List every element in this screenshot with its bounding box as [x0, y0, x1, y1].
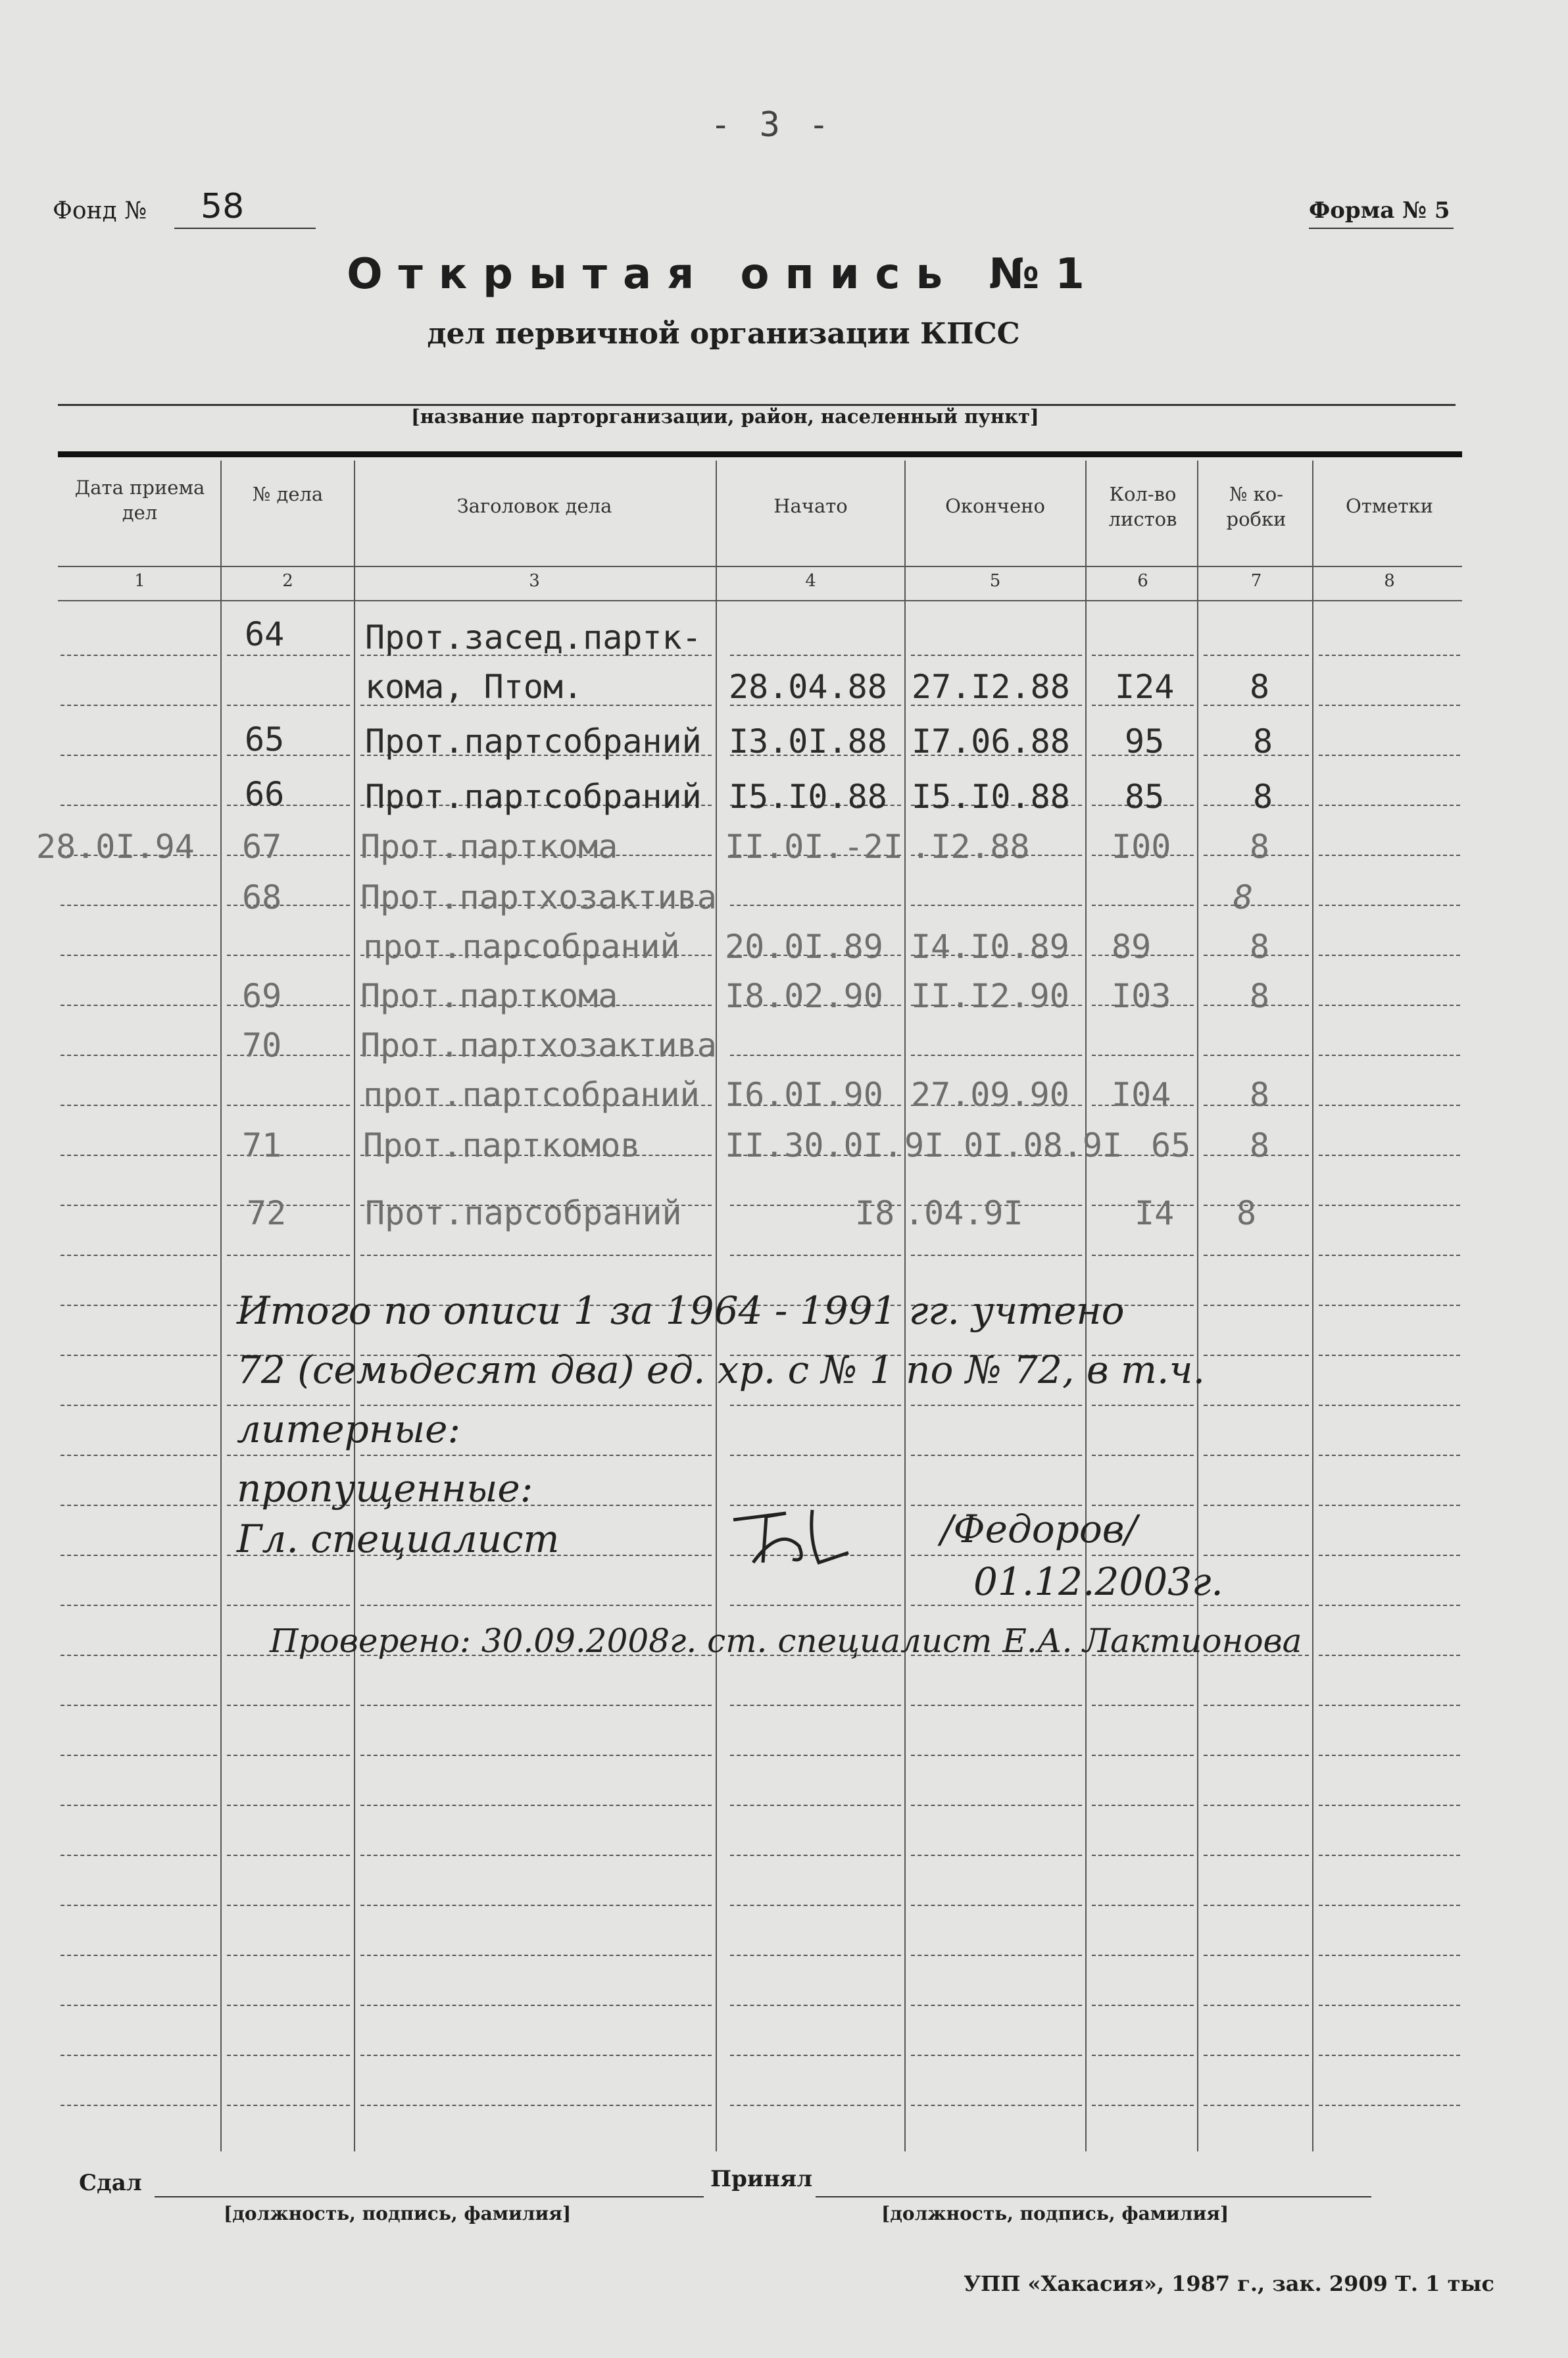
- row-guide: [360, 1955, 712, 1956]
- row-guide: [227, 1855, 350, 1856]
- row-guide: [911, 655, 1082, 656]
- column-divider: [1197, 461, 1198, 2151]
- handwritten-total-line2: 72 (семьдесят два) ед. хр. с № 1 по № 72, в т.ч.: [237, 1347, 1206, 1392]
- row-guide: [227, 2055, 350, 2056]
- fond-number: 58: [201, 187, 245, 226]
- row-guide: [1319, 1855, 1460, 1856]
- row-guide: [730, 1055, 901, 1056]
- row-guide: [911, 1605, 1082, 1606]
- row-guide: [61, 1355, 217, 1356]
- row-guide: [1092, 1455, 1194, 1456]
- row-guide: [1092, 1805, 1194, 1806]
- row-guide: [911, 1055, 1082, 1056]
- row-guide: [61, 1205, 217, 1206]
- row-guide: [1319, 1055, 1460, 1056]
- fond-label: Фонд №: [53, 197, 147, 224]
- row-guide: [1319, 1105, 1460, 1106]
- case-title: Прот.парсобраний: [365, 1194, 682, 1232]
- row-guide: [227, 2005, 350, 2006]
- row-guide: [61, 1455, 217, 1456]
- case-number: 69: [242, 977, 282, 1015]
- row-guide: [1204, 905, 1309, 906]
- row-guide: [1319, 1005, 1460, 1006]
- row-guide: [227, 705, 350, 706]
- row-guide: [1319, 1705, 1460, 1706]
- row-guide: [227, 1405, 350, 1406]
- row-guide: [1319, 2055, 1460, 2056]
- col-number: 6: [1137, 571, 1148, 591]
- column-divider: [1312, 461, 1313, 2151]
- row-guide: [360, 1455, 712, 1456]
- row-guide: [61, 705, 217, 706]
- row-guide: [730, 1605, 901, 1606]
- row-guide: [911, 905, 1082, 906]
- row-guide: [1319, 1805, 1460, 1806]
- col-number: 2: [282, 571, 293, 591]
- handed-over-label: Сдал: [79, 2170, 142, 2196]
- row-guide: [1092, 1255, 1194, 1256]
- signature-date: 01.12.2003г.: [973, 1559, 1223, 1604]
- row-guide: [1319, 2105, 1460, 2106]
- row-guide: [61, 1505, 217, 1506]
- row-guide: [911, 1755, 1082, 1756]
- row-guide: [730, 1705, 901, 1706]
- case-box: 8: [1250, 1076, 1270, 1114]
- row-guide: [1319, 855, 1460, 856]
- case-end: 27.09.90: [911, 1076, 1069, 1114]
- row-guide: [730, 1255, 901, 1256]
- row-guide: [1204, 1255, 1309, 1256]
- row-guide: [911, 1805, 1082, 1806]
- row-guide: [61, 2105, 217, 2106]
- row-guide: [911, 1705, 1082, 1706]
- col-number: 1: [134, 571, 145, 591]
- row-guide: [1092, 2005, 1194, 2006]
- document-title: Открытая опись №1: [347, 250, 1100, 299]
- forma-label: Форма № 5: [1309, 197, 1450, 224]
- row-guide: [227, 1905, 350, 1906]
- row-guide: [1319, 1405, 1460, 1406]
- row-guide: [360, 1605, 712, 1606]
- case-end: I4.I0.89: [911, 928, 1069, 966]
- column-divider: [220, 461, 222, 2151]
- case-title: Прот.партсобраний: [365, 722, 702, 761]
- case-sheets: 89: [1112, 928, 1152, 966]
- row-guide: [911, 1855, 1082, 1856]
- case-box: 8: [1253, 722, 1273, 761]
- row-guide: [61, 1155, 217, 1156]
- row-guide: [1319, 1355, 1460, 1356]
- case-number: 64: [245, 615, 285, 653]
- row-guide: [227, 1105, 350, 1106]
- row-guide: [1092, 1905, 1194, 1906]
- row-guide: [730, 905, 901, 906]
- row-guide: [730, 1905, 901, 1906]
- handwritten-position: Гл. специалист: [237, 1517, 560, 1561]
- row-guide: [1319, 1755, 1460, 1756]
- row-guide: [360, 1905, 712, 1906]
- row-guide: [1204, 2055, 1309, 2056]
- row-guide: [730, 1755, 901, 1756]
- row-guide: [1204, 1605, 1309, 1606]
- handed-over-caption: [должность, подпись, фамилия]: [224, 2203, 572, 2224]
- case-start: 20.0I.89: [725, 928, 883, 966]
- case-box: 8: [1250, 977, 1270, 1015]
- case-box: 8: [1250, 828, 1270, 866]
- case-number: 68: [242, 878, 282, 916]
- row-guide: [730, 1955, 901, 1956]
- case-box: 8: [1253, 778, 1273, 816]
- row-guide: [360, 1405, 712, 1406]
- row-guide: [730, 1805, 901, 1806]
- row-guide: [1204, 1555, 1309, 1556]
- row-guide: [911, 1455, 1082, 1456]
- handwritten-missing: пропущенные:: [237, 1466, 533, 1511]
- case-title: Прот.засед.партк-: [365, 618, 702, 657]
- case-box: 8: [1250, 668, 1270, 706]
- case-start: 28.04.88: [729, 668, 887, 706]
- case-start: II.0I.-2I: [725, 828, 903, 866]
- row-guide: [61, 1105, 217, 1106]
- row-guide: [730, 655, 901, 656]
- case-box: 8: [1233, 878, 1254, 916]
- fond-underline: [174, 228, 316, 229]
- row-guide: [1204, 1855, 1309, 1856]
- row-guide: [911, 2105, 1082, 2106]
- row-guide: [1092, 1555, 1194, 1556]
- case-number: 72: [247, 1194, 287, 1232]
- row-guide: [227, 1605, 350, 1606]
- row-guide: [1204, 2005, 1309, 2006]
- col-header-sheets: Кол-во листов: [1108, 483, 1177, 530]
- row-guide: [1092, 1705, 1194, 1706]
- row-guide: [1319, 1905, 1460, 1906]
- col-header-box: № ко-робки: [1226, 483, 1286, 530]
- col-header-case-no: № дела: [252, 483, 324, 505]
- case-sheets: 65: [1151, 1126, 1191, 1165]
- col-header-notes: Отметки: [1345, 495, 1434, 517]
- row-guide: [227, 1805, 350, 1806]
- case-number: 65: [245, 720, 285, 759]
- case-sheets: I4: [1135, 1194, 1175, 1232]
- case-number: 71: [242, 1126, 282, 1165]
- row-guide: [61, 1605, 217, 1606]
- row-guide: [1204, 1955, 1309, 1956]
- row-guide: [730, 2105, 901, 2106]
- row-guide: [360, 1705, 712, 1706]
- row-guide: [360, 2055, 712, 2056]
- col-number: 4: [805, 571, 816, 591]
- row-guide: [1092, 1505, 1194, 1506]
- row-guide: [1319, 805, 1460, 806]
- row-guide: [61, 1955, 217, 1956]
- case-title: Прот.парткома: [360, 828, 618, 866]
- case-title: прот.парсобраний: [363, 928, 680, 966]
- page-number: - 3 -: [710, 105, 833, 145]
- signature-name: /Федоров/: [941, 1507, 1138, 1551]
- row-guide: [1092, 1405, 1194, 1406]
- row-guide: [61, 1305, 217, 1306]
- row-guide: [730, 2055, 901, 2056]
- row-guide: [360, 2105, 712, 2106]
- row-guide: [1319, 2005, 1460, 2006]
- row-guide: [1319, 655, 1460, 656]
- row-guide: [911, 1405, 1082, 1406]
- row-guide: [1204, 1455, 1309, 1456]
- row-guide: [1204, 1305, 1309, 1306]
- row-guide: [730, 1405, 901, 1406]
- col-number: 5: [989, 571, 1001, 591]
- row-guide: [1092, 1855, 1194, 1856]
- col-header-title: Заголовок дела: [456, 495, 612, 517]
- row-guide: [227, 1705, 350, 1706]
- col-header-end: Окончено: [945, 495, 1045, 517]
- document-subtitle: дел первичной организации КПСС: [427, 317, 1020, 351]
- row-guide: [61, 2005, 217, 2006]
- case-sheets: I04: [1112, 1076, 1171, 1114]
- row-guide: [1319, 1955, 1460, 1956]
- row-guide: [61, 1905, 217, 1906]
- case-sheets: I00: [1112, 828, 1171, 866]
- header-rule: [58, 566, 1462, 567]
- row-guide: [61, 1805, 217, 1806]
- case-start: I8: [855, 1194, 895, 1232]
- case-title: Прот.парткома: [360, 977, 618, 1015]
- row-guide: [1319, 1605, 1460, 1606]
- organization-caption: [название парторганизации, район, населенный пункт]: [411, 405, 1039, 428]
- case-title: прот.партсобраний: [363, 1076, 700, 1114]
- row-guide: [61, 1405, 217, 1406]
- row-guide: [1319, 1255, 1460, 1256]
- row-guide: [227, 1255, 350, 1256]
- case-start: I8.02.90: [725, 977, 883, 1015]
- row-guide: [730, 1455, 901, 1456]
- row-guide: [61, 1255, 217, 1256]
- row-guide: [911, 1905, 1082, 1906]
- case-title: кома, Птом.: [365, 668, 583, 706]
- handwritten-total-line1: Итого по описи 1 за 1964 - 1991 гг. учтено: [237, 1288, 1125, 1333]
- row-guide: [360, 1755, 712, 1756]
- row-guide: [1092, 1055, 1194, 1056]
- case-end: .04.9I: [904, 1194, 1023, 1232]
- row-guide: [61, 1855, 217, 1856]
- row-guide: [1092, 1955, 1194, 1956]
- case-number: 70: [242, 1026, 282, 1065]
- row-guide: [1319, 905, 1460, 906]
- forma-underline: [1309, 228, 1454, 229]
- row-guide: [61, 2055, 217, 2056]
- row-guide: [1204, 2105, 1309, 2106]
- row-guide: [1319, 1155, 1460, 1156]
- row-guide: [360, 2005, 712, 2006]
- case-sheets: 85: [1125, 778, 1165, 816]
- row-guide: [61, 955, 217, 956]
- col-number: 7: [1250, 571, 1262, 591]
- row-guide: [1204, 1705, 1309, 1706]
- row-guide: [360, 1805, 712, 1806]
- handwritten-literal: литерные:: [237, 1407, 461, 1451]
- case-start: I3.0I.88: [729, 722, 887, 761]
- row-guide: [1319, 705, 1460, 706]
- row-guide: [911, 2005, 1082, 2006]
- row-guide: [1092, 1755, 1194, 1756]
- row-guide: [1204, 1355, 1309, 1356]
- row-guide: [1319, 955, 1460, 956]
- row-guide: [1092, 905, 1194, 906]
- row-guide: [1204, 1805, 1309, 1806]
- received-line: [816, 2196, 1371, 2197]
- col-header-date: Дата приема дел: [74, 476, 205, 524]
- row-guide: [61, 805, 217, 806]
- case-sheets: I24: [1115, 668, 1175, 706]
- row-guide: [227, 1755, 350, 1756]
- row-guide: [1204, 1905, 1309, 1906]
- row-guide: [227, 1205, 350, 1206]
- row-guide: [61, 1705, 217, 1706]
- col-number: 8: [1384, 571, 1395, 591]
- row-guide: [1319, 755, 1460, 756]
- receipt-date: 28.0I.94: [36, 828, 195, 866]
- row-guide: [730, 1855, 901, 1856]
- col-header-start: Начато: [773, 495, 848, 517]
- case-title: Прот.партхозактива: [360, 1026, 717, 1065]
- row-guide: [1204, 655, 1309, 656]
- row-guide: [61, 1655, 217, 1656]
- verification-note: Проверено: 30.09.2008г. ст. специалист Е.А. Лактионова: [270, 1622, 1302, 1660]
- row-guide: [227, 1455, 350, 1456]
- row-guide: [360, 1855, 712, 1856]
- row-guide: [1319, 1505, 1460, 1506]
- row-guide: [911, 2055, 1082, 2056]
- case-start: II.30.0I.: [725, 1126, 903, 1165]
- case-title: Прот.парткомов: [363, 1126, 641, 1165]
- row-guide: [1204, 1405, 1309, 1406]
- row-guide: [227, 2105, 350, 2106]
- row-guide: [61, 755, 217, 756]
- row-guide: [1204, 1505, 1309, 1506]
- handed-over-line: [155, 2196, 704, 2197]
- row-guide: [911, 1255, 1082, 1256]
- row-guide: [911, 1555, 1082, 1556]
- row-guide: [61, 1055, 217, 1056]
- row-guide: [227, 1955, 350, 1956]
- row-guide: [730, 2005, 901, 2006]
- case-end: .I2.88: [911, 828, 1030, 866]
- row-guide: [61, 905, 217, 906]
- printer-imprint: УПП «Хакасия», 1987 г., зак. 2909 Т. 1 тыс: [964, 2271, 1494, 2296]
- case-sheets: 95: [1125, 722, 1165, 761]
- case-box: 8: [1250, 1126, 1270, 1165]
- signature-mark: [727, 1500, 858, 1572]
- row-guide: [1319, 1205, 1460, 1206]
- table-top-rule: [58, 451, 1462, 457]
- case-end: II.I2.90: [911, 977, 1069, 1015]
- row-guide: [227, 955, 350, 956]
- case-end: I5.I0.88: [912, 778, 1070, 816]
- row-guide: [1092, 1605, 1194, 1606]
- colnum-rule: [58, 600, 1462, 601]
- case-number: 66: [245, 775, 285, 813]
- case-end: 27.I2.88: [912, 668, 1070, 706]
- case-box: 8: [1250, 928, 1270, 966]
- row-guide: [1319, 1555, 1460, 1556]
- row-guide: [61, 655, 217, 656]
- case-end: I7.06.88: [912, 722, 1070, 761]
- row-guide: [61, 1755, 217, 1756]
- col-number: 3: [529, 571, 540, 591]
- row-guide: [61, 1005, 217, 1006]
- case-start: I5.I0.88: [729, 778, 887, 816]
- row-guide: [1092, 2055, 1194, 2056]
- received-label: Принял: [710, 2166, 813, 2192]
- case-end: 9I 0I.08.9I: [904, 1126, 1123, 1165]
- row-guide: [1092, 655, 1194, 656]
- case-sheets: I03: [1112, 977, 1171, 1015]
- row-guide: [1204, 1055, 1309, 1056]
- received-caption: [должность, подпись, фамилия]: [881, 2203, 1229, 2224]
- row-guide: [1319, 1305, 1460, 1306]
- row-guide: [1092, 2105, 1194, 2106]
- case-number: 67: [242, 828, 282, 866]
- row-guide: [227, 655, 350, 656]
- row-guide: [1204, 1755, 1309, 1756]
- case-title: Прот.партсобраний: [365, 778, 702, 816]
- case-box: 8: [1237, 1194, 1257, 1232]
- row-guide: [911, 1955, 1082, 1956]
- row-guide: [1319, 1455, 1460, 1456]
- case-title: Прот.партхозактива: [360, 878, 717, 916]
- case-start: I6.0I.90: [725, 1076, 883, 1114]
- row-guide: [1319, 1655, 1460, 1656]
- row-guide: [61, 1555, 217, 1556]
- row-guide: [360, 1255, 712, 1256]
- row-guide: [911, 1505, 1082, 1506]
